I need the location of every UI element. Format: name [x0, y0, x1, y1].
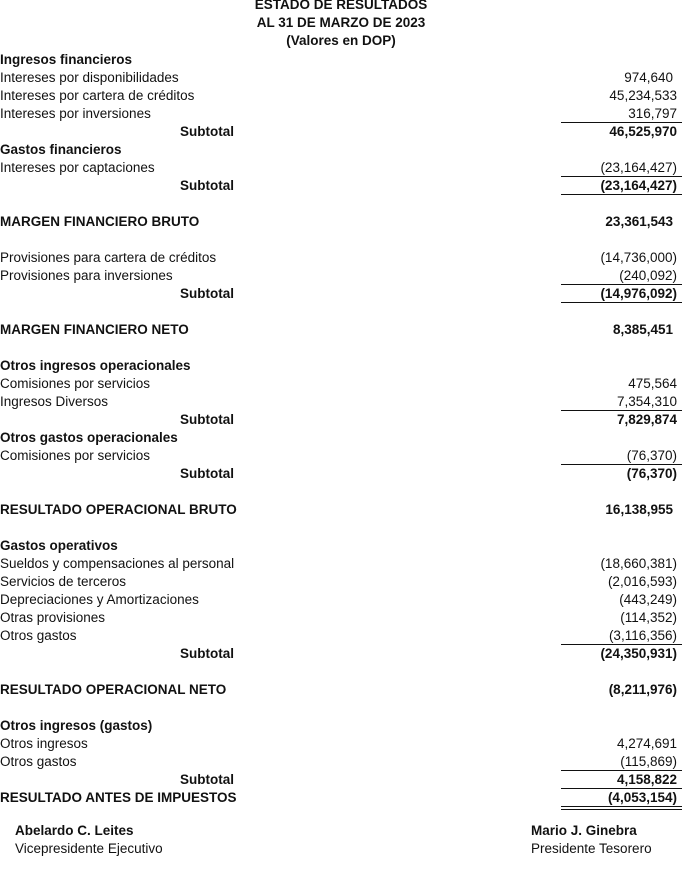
subtotal-value: (14,976,092)	[600, 286, 677, 301]
line-item-row	[0, 267, 682, 285]
line-item-value: (23,164,427)	[600, 160, 677, 175]
subtotal-value: (76,370)	[626, 466, 677, 481]
subtotal-row	[0, 177, 682, 195]
subtotal-row	[0, 465, 682, 483]
line-item-value: (18,660,381)	[600, 556, 677, 571]
line-item-row	[0, 159, 682, 177]
line-item-value: (76,370)	[626, 448, 677, 463]
line-item-value: 45,234,533	[609, 88, 677, 103]
grand-total-row	[0, 789, 682, 807]
section-heading: Ingresos financieros	[0, 52, 133, 67]
line-item-row	[0, 735, 682, 753]
line-item-row	[0, 249, 682, 267]
line-item-label: Intereses por disponibilidades	[0, 70, 179, 85]
subtotal-value: 7,829,874	[616, 412, 677, 427]
total-value: (8,211,976)	[608, 682, 677, 697]
line-item-row	[0, 105, 682, 123]
total-label: MARGEN FINANCIERO BRUTO	[0, 214, 200, 229]
line-item-row	[0, 87, 682, 105]
line-item-row	[0, 555, 682, 573]
subtotal-label: Subtotal	[180, 772, 234, 787]
line-item-value: 7,354,310	[616, 394, 677, 409]
subtotal-label: Subtotal	[180, 466, 234, 481]
grand-total-label: RESULTADO ANTES DE IMPUESTOS	[0, 790, 237, 805]
line-item-value: 974,640	[624, 70, 673, 85]
line-item-value: 316,797	[628, 106, 677, 121]
total-row	[0, 681, 682, 699]
line-item-label: Intereses por captaciones	[0, 160, 155, 175]
section-heading-row	[0, 717, 682, 735]
subtotal-value: (23,164,427)	[600, 178, 677, 193]
section-heading-row	[0, 429, 682, 447]
total-label: MARGEN FINANCIERO NETO	[0, 322, 189, 337]
total-value: 8,385,451	[612, 322, 673, 337]
line-item-value: (3,116,356)	[608, 628, 677, 643]
line-item-label: Depreciaciones y Amortizaciones	[0, 592, 199, 607]
section-heading: Otros ingresos (gastos)	[0, 718, 153, 733]
line-item-label: Provisiones para cartera de créditos	[0, 250, 217, 265]
section-heading: Gastos financieros	[0, 142, 122, 157]
section-heading: Otros ingresos operacionales	[0, 358, 191, 373]
grand-total-value: (4,053,154)	[607, 790, 677, 805]
line-item-label: Ingresos Diversos	[0, 394, 109, 409]
section-heading-row	[0, 357, 682, 375]
signatory-name: Abelardo C. Leites	[15, 823, 134, 838]
subtotal-row	[0, 411, 682, 429]
line-item-label: Comisiones por servicios	[0, 376, 151, 391]
section-heading: Otros gastos operacionales	[0, 430, 178, 445]
report-currency: (Valores en DOP)	[286, 33, 396, 48]
line-item-value: 4,274,691	[616, 736, 677, 751]
line-item-row	[0, 753, 682, 771]
subtotal-value: (24,350,931)	[600, 646, 677, 661]
subtotal-label: Subtotal	[180, 646, 234, 661]
subtotal-row	[0, 285, 682, 303]
line-item-label: Otras provisiones	[0, 610, 106, 625]
signatory-name: Mario J. Ginebra	[531, 823, 637, 838]
total-row	[0, 501, 682, 519]
double-rule-top	[561, 806, 682, 807]
line-item-row	[0, 393, 682, 411]
total-value: 23,361,543	[605, 214, 673, 229]
line-item-row	[0, 591, 682, 609]
line-item-value: (14,736,000)	[600, 250, 677, 265]
line-item-label: Intereses por inversiones	[0, 106, 151, 121]
total-rule	[561, 302, 682, 303]
line-item-label: Sueldos y compensaciones al personal	[0, 556, 235, 571]
subtotal-row	[0, 123, 682, 141]
line-item-label: Provisiones para inversiones	[0, 268, 173, 283]
signatory-title: Presidente Tesorero	[531, 841, 652, 856]
line-item-value: (240,092)	[619, 268, 677, 283]
line-item-value: (443,249)	[619, 592, 677, 607]
total-row	[0, 321, 682, 339]
line-item-label: Otros ingresos	[0, 736, 88, 751]
signatory-title: Vicepresidente Ejecutivo	[15, 841, 163, 856]
total-row	[0, 213, 682, 231]
subtotal-label: Subtotal	[180, 412, 234, 427]
line-item-row	[0, 447, 682, 465]
line-item-row	[0, 69, 682, 87]
line-item-label: Otros gastos	[0, 754, 77, 769]
section-heading-row	[0, 51, 682, 69]
line-item-row	[0, 609, 682, 627]
subtotal-value: 46,525,970	[609, 124, 677, 139]
line-item-row	[0, 573, 682, 591]
report-date: AL 31 DE MARZO DE 2023	[256, 15, 426, 30]
line-item-value: 475,564	[628, 376, 677, 391]
subtotal-label: Subtotal	[180, 124, 234, 139]
line-item-label: Otros gastos	[0, 628, 77, 643]
line-item-label: Comisiones por servicios	[0, 448, 151, 463]
section-heading-row	[0, 537, 682, 555]
subtotal-row	[0, 771, 682, 789]
total-rule	[561, 194, 682, 195]
line-item-row	[0, 627, 682, 645]
total-label: RESULTADO OPERACIONAL BRUTO	[0, 502, 237, 517]
line-item-row	[0, 375, 682, 393]
total-value: 16,138,955	[605, 502, 673, 517]
report-title: ESTADO DE RESULTADOS	[254, 0, 428, 12]
section-heading: Gastos operativos	[0, 538, 118, 553]
line-item-value: (115,869)	[620, 754, 677, 769]
line-item-label: Servicios de terceros	[0, 574, 127, 589]
line-item-value: (2,016,593)	[607, 574, 677, 589]
line-item-label: Intereses por cartera de créditos	[0, 88, 195, 103]
subtotal-label: Subtotal	[180, 178, 234, 193]
total-label: RESULTADO OPERACIONAL NETO	[0, 682, 227, 697]
line-item-value: (114,352)	[620, 610, 677, 625]
double-rule-bottom	[561, 809, 682, 810]
subtotal-label: Subtotal	[180, 286, 234, 301]
section-heading-row	[0, 141, 682, 159]
subtotal-row	[0, 645, 682, 663]
subtotal-value: 4,158,822	[616, 772, 677, 787]
